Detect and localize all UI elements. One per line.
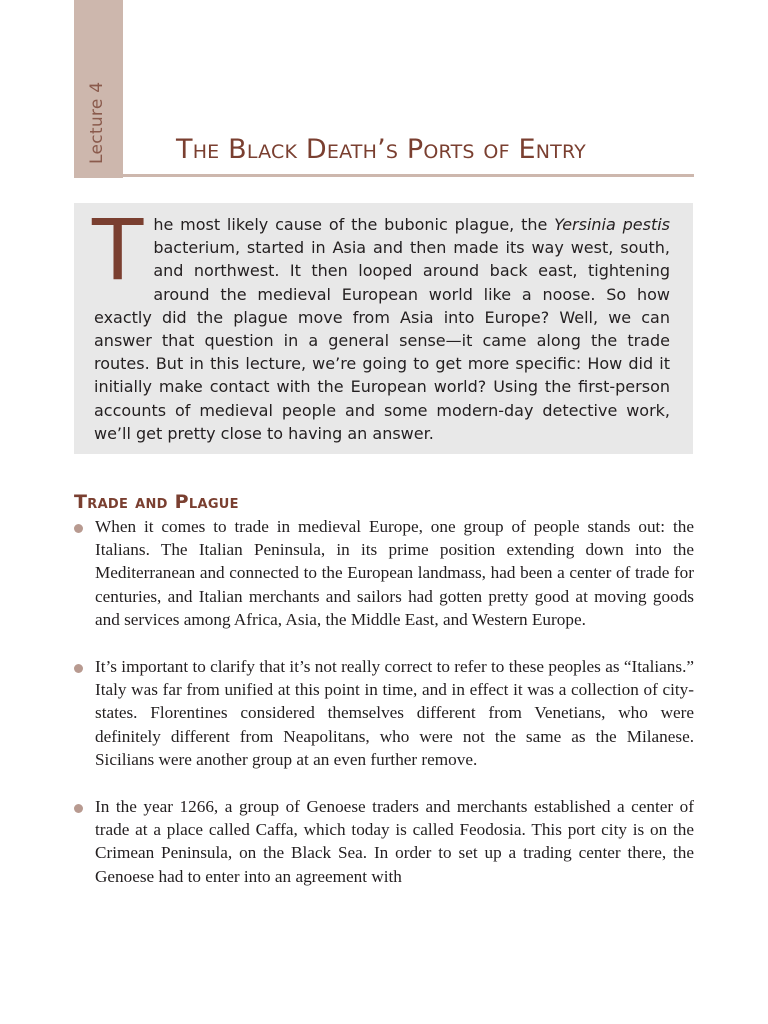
bullet-text: It’s important to clarify that it’s not really correct to refer to these peoples as “Italians.” Italy was far from unified at this point in time, and in effect it was a collection of city-states. Florentines considered themselves different from Venetians, who were definitely different from Neapolitans, who were not the same as the Milanese. Sicilians were another group at an even further remove. xyxy=(95,657,694,769)
lecture-label: Lecture 4 xyxy=(87,81,107,164)
list-item xyxy=(74,515,694,631)
lecture-tab-label-wrap xyxy=(86,78,110,164)
list-item xyxy=(74,795,694,888)
intro-text-start: he most likely cause of the bubonic plague, the xyxy=(153,215,555,234)
bullet-list xyxy=(74,515,694,912)
intro-text-rest: bacterium, started in Asia and then made its way west, south, and northwest. It then looped around back east, tightening around the medieval European world like a noose. So how exactly did the plague move from Asia into Europe? Well, we can answer that question in a general sense—it came along the trade routes. But in this lecture, we’re going to get more specific: How did it initially make contact with the European world? Using the first-person accounts of medieval people and some modern-day detective work, we’ll get pretty close to having an answer. xyxy=(94,238,670,443)
list-item xyxy=(74,655,694,771)
intro-paragraph xyxy=(92,201,670,445)
bullet-text: When it comes to trade in medieval Europe, one group of people stands out: the Italians. The Italian Peninsula, in its prime position extending down into the Mediterranean and connected to the European landmass, had been a center of trade for centuries, and Italian merchants and sailors had gotten pretty good at moving goods and services among Africa, Asia, the Middle East, and Western Europe. xyxy=(95,517,694,629)
title-divider xyxy=(74,174,694,177)
bullet-text: In the year 1266, a group of Genoese traders and merchants established a center of trade at a place called Caffa, which today is called Feodosia. This port city is on the Crimean Peninsula, on the Black Sea. In order to set up a trading center there, the Genoese had to enter into an agreement with xyxy=(95,797,694,886)
bullet-dot-icon xyxy=(74,524,83,533)
bullet-dot-icon xyxy=(74,664,83,673)
drop-cap: T xyxy=(92,201,144,299)
bullet-dot-icon xyxy=(74,804,83,813)
page-title: The Black Death’s Ports of Entry xyxy=(176,134,586,165)
intro-italic-term: Yersinia pestis xyxy=(554,215,670,234)
section-heading: Trade and Plague xyxy=(74,491,239,513)
intro-box xyxy=(74,203,693,454)
